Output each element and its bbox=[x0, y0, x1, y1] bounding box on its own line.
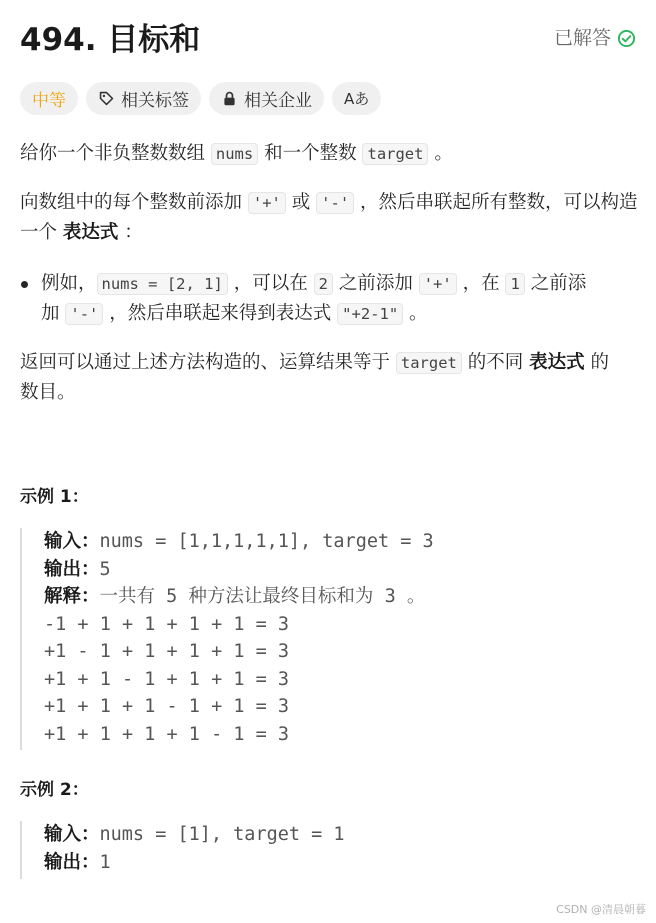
desc-text: ： bbox=[118, 222, 143, 243]
inline-code: target bbox=[362, 143, 428, 165]
example-line: +1 + 1 + 1 + 1 - 1 = 3 bbox=[44, 723, 290, 745]
example-output: 1 bbox=[99, 851, 111, 873]
font-toggle-button[interactable] bbox=[332, 82, 381, 115]
example-output: 5 bbox=[99, 558, 111, 580]
desc-text: 给你一个非负整数数组 bbox=[20, 143, 211, 164]
inline-code: nums = [2, 1] bbox=[97, 273, 228, 295]
input-label: 输入： bbox=[44, 824, 100, 845]
desc-text: 的 bbox=[584, 352, 610, 373]
example-explain: 一共有 5 种方法让最终目标和为 3 。 bbox=[99, 586, 426, 607]
inline-code: 2 bbox=[314, 273, 333, 295]
inline-code: '+' bbox=[419, 273, 457, 295]
example-1-block bbox=[20, 528, 434, 750]
desc-text: 例如， bbox=[41, 273, 97, 294]
inline-code: '-' bbox=[65, 303, 103, 325]
desc-text: ，在 bbox=[456, 273, 506, 294]
desc-text: ，然后串联起所有整数，可以构造一个 bbox=[20, 192, 638, 243]
tag-icon bbox=[98, 90, 115, 107]
desc-paragraph-2 bbox=[20, 188, 640, 247]
input-label: 输入： bbox=[44, 531, 100, 552]
related-companies-label: 相关企业 bbox=[244, 91, 312, 111]
example-line: +1 + 1 + 1 - 1 + 1 = 3 bbox=[44, 696, 290, 717]
desc-text: 的不同 bbox=[461, 352, 530, 373]
example-line: +1 + 1 - 1 + 1 + 1 = 3 bbox=[44, 668, 290, 690]
problem-title: 494. 目标和 bbox=[20, 22, 201, 58]
desc-text: ，可以在 bbox=[227, 273, 314, 294]
check-circle-icon bbox=[617, 29, 636, 48]
inline-code: "+2-1" bbox=[337, 303, 403, 325]
lock-icon bbox=[221, 90, 238, 107]
desc-text: 之前添 bbox=[524, 273, 587, 294]
desc-bullet bbox=[41, 269, 641, 329]
inline-code: 1 bbox=[505, 273, 524, 295]
solved-label: 已解答 bbox=[553, 27, 611, 49]
example-input: nums = [1], target = 1 bbox=[99, 824, 345, 845]
tag-bar bbox=[20, 82, 381, 115]
related-companies-button[interactable] bbox=[209, 82, 324, 115]
desc-text: ，然后串联起来得到表达式 bbox=[103, 303, 338, 324]
inline-code: nums bbox=[211, 143, 258, 165]
explain-label: 解释： bbox=[44, 586, 100, 607]
output-label: 输出： bbox=[44, 851, 100, 873]
difficulty-label: 中等 bbox=[32, 91, 66, 111]
inline-code: '+' bbox=[248, 192, 286, 214]
related-tags-label: 相关标签 bbox=[121, 91, 189, 111]
example-1-title: 示例 1： bbox=[20, 487, 89, 507]
solved-status[interactable] bbox=[554, 24, 636, 52]
related-tags-button[interactable] bbox=[86, 82, 201, 115]
desc-text: 之前添加 bbox=[332, 273, 419, 294]
desc-text: 。 bbox=[428, 143, 453, 164]
desc-text: 或 bbox=[285, 192, 317, 213]
watermark: CSDN @清晨朝暮 bbox=[556, 903, 646, 916]
difficulty-tag[interactable] bbox=[20, 82, 78, 115]
desc-text: 数目。 bbox=[20, 382, 76, 403]
example-input: nums = [1,1,1,1,1], target = 3 bbox=[99, 531, 434, 552]
desc-paragraph-1 bbox=[20, 139, 640, 169]
output-label: 输出： bbox=[44, 558, 100, 580]
inline-code: target bbox=[396, 352, 462, 374]
bold-term: 表达式 bbox=[62, 222, 119, 243]
bullet-dot bbox=[21, 281, 28, 288]
desc-text: 加 bbox=[41, 303, 66, 324]
desc-paragraph-3 bbox=[20, 348, 640, 407]
desc-text: 。 bbox=[403, 303, 428, 324]
bold-term: 表达式 bbox=[529, 352, 585, 373]
desc-text: 向数组中的每个整数前添加 bbox=[20, 192, 248, 213]
desc-text: 返回可以通过上述方法构造的、运算结果等于 bbox=[20, 352, 396, 373]
example-line: +1 - 1 + 1 + 1 + 1 = 3 bbox=[44, 641, 290, 662]
inline-code: '-' bbox=[316, 192, 354, 214]
example-line: -1 + 1 + 1 + 1 + 1 = 3 bbox=[44, 613, 290, 635]
translate-icon: Aあ bbox=[344, 90, 370, 108]
example-2-block bbox=[20, 821, 345, 879]
example-2-title: 示例 2： bbox=[20, 780, 89, 800]
desc-text: 和一个整数 bbox=[258, 143, 363, 164]
